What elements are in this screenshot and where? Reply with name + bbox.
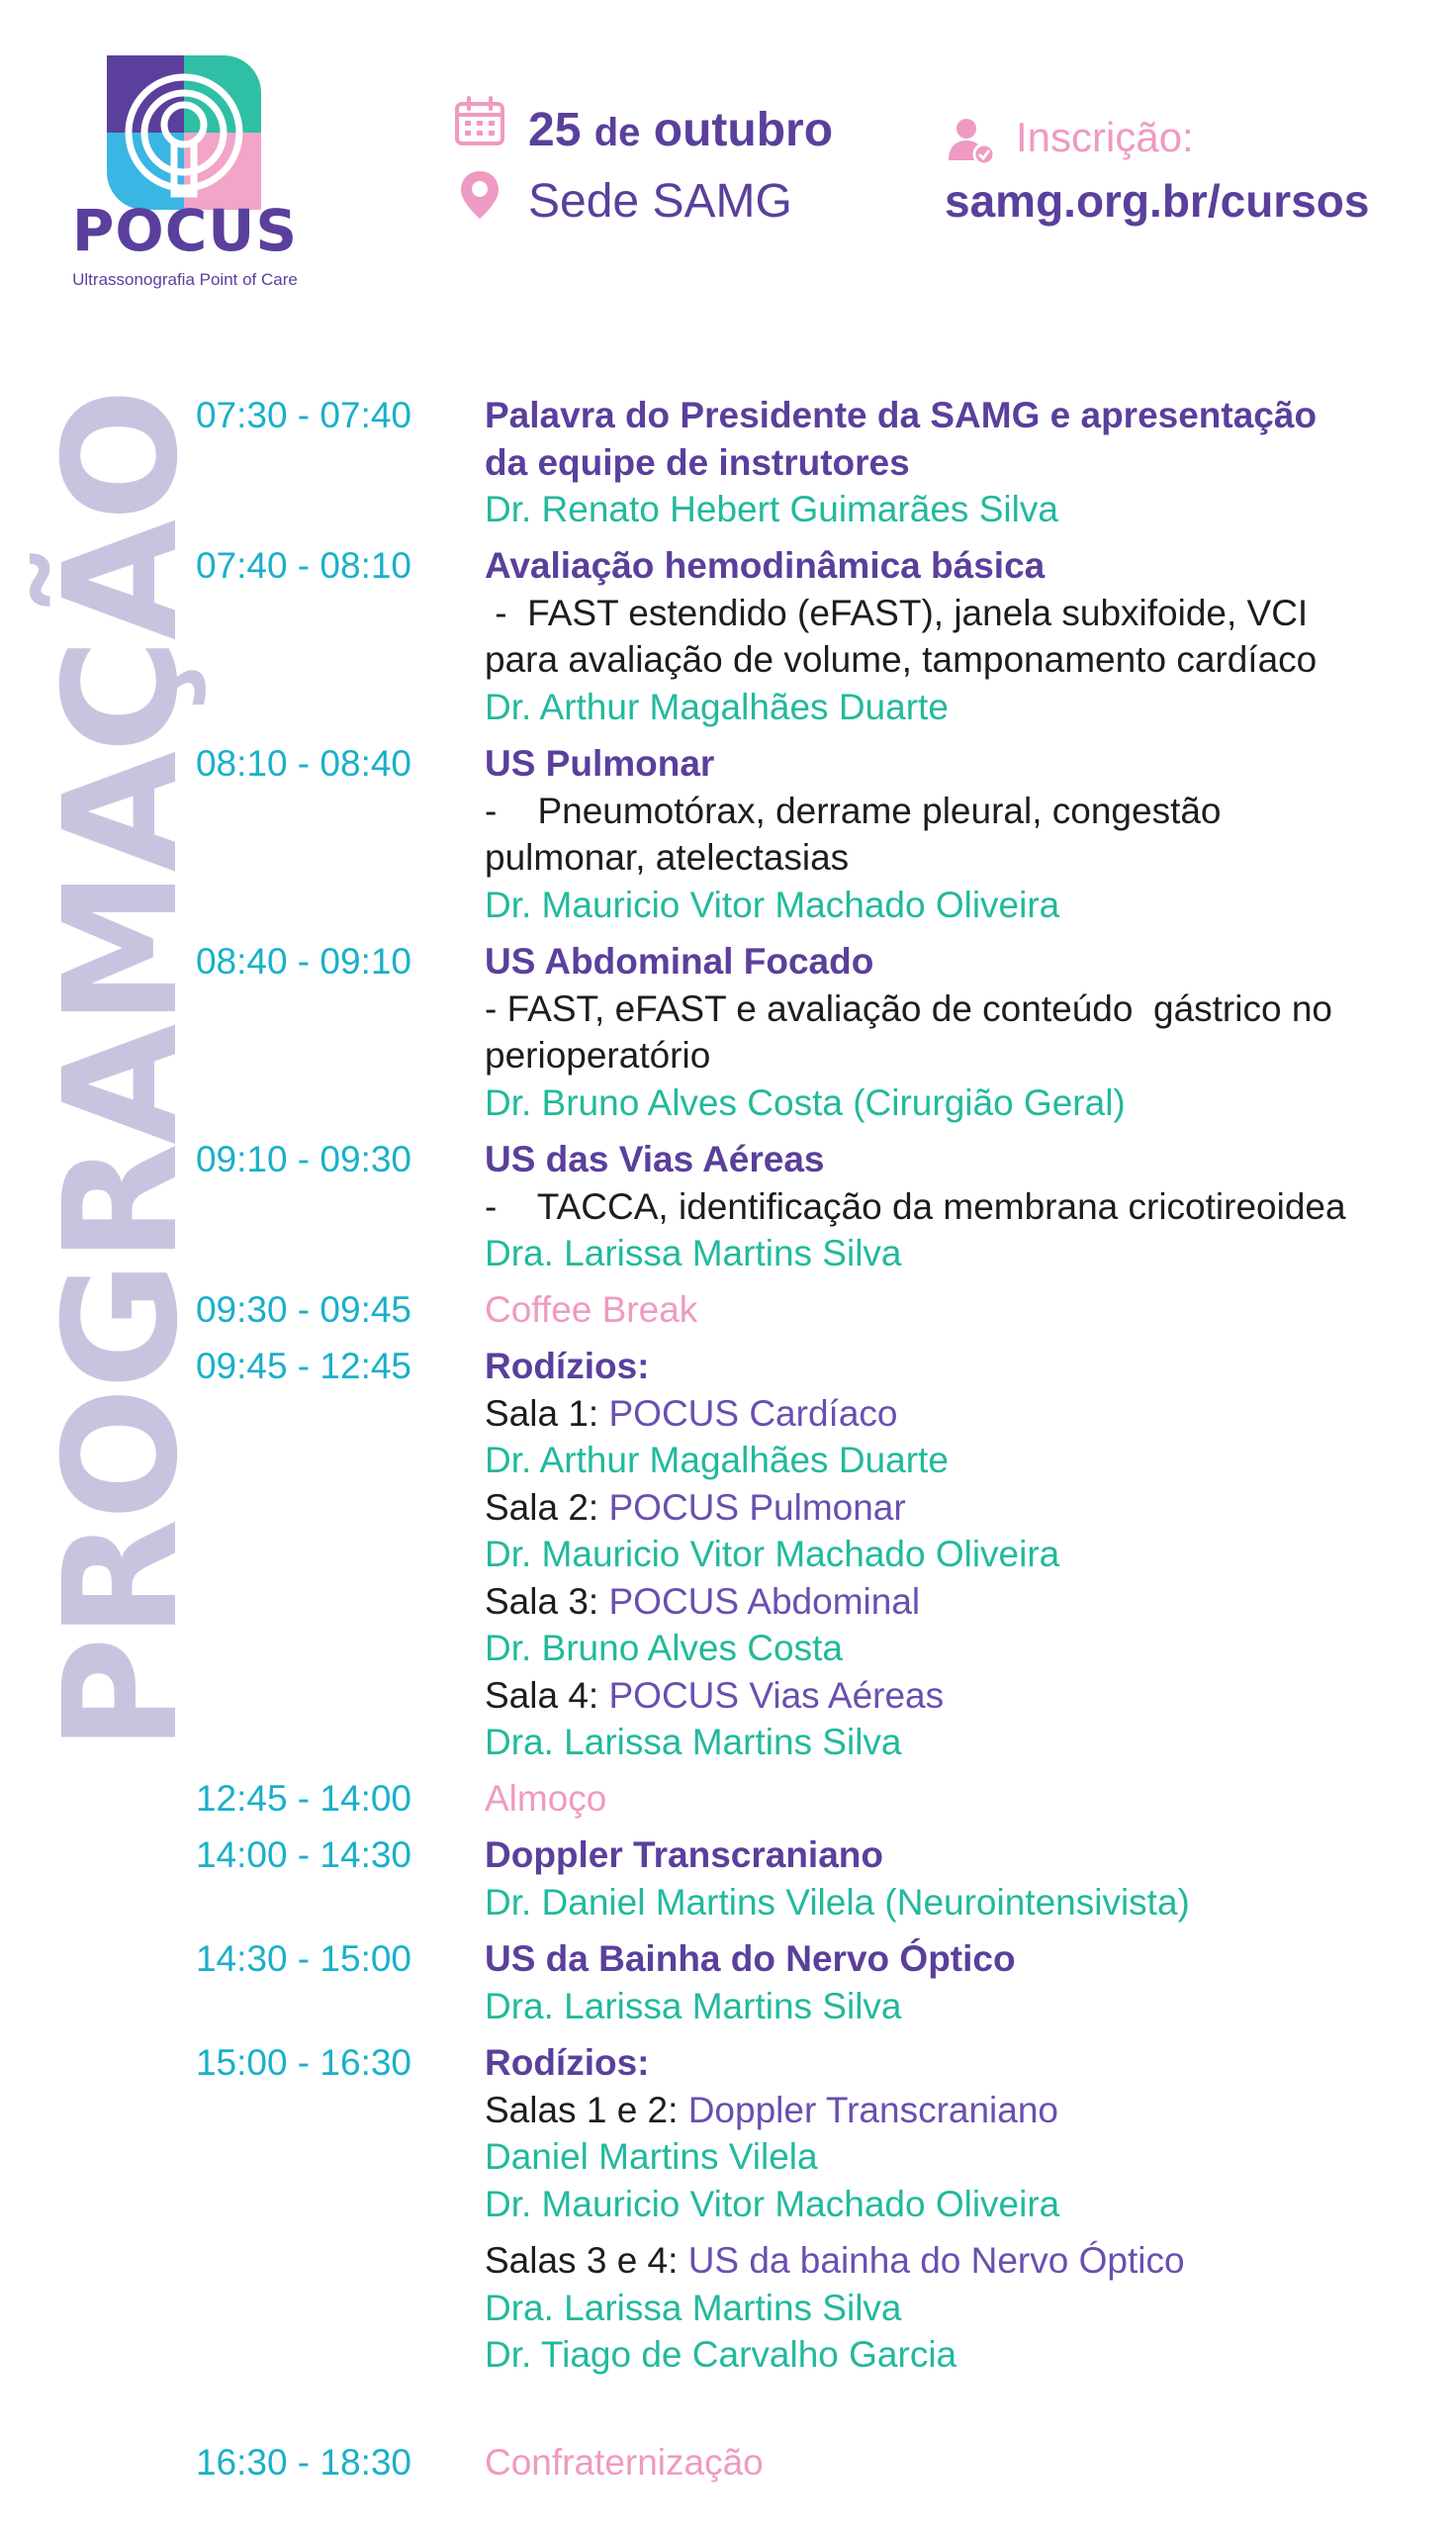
session-title: US Pulmonar [485, 743, 715, 784]
speaker-name: Dr. Mauricio Vitor Machado Oliveira [485, 2183, 1060, 2224]
session-description-cont: para avaliação de volume, tamponamento cardíaco [485, 639, 1318, 680]
date-de: de [593, 111, 641, 154]
session-title: Doppler Transcraniano [485, 1834, 883, 1875]
pocus-logo-mark-icon [107, 55, 261, 210]
room-line: Sala 3: POCUS Abdominal [485, 1580, 921, 1622]
logo-wordmark: POCUS [71, 197, 299, 264]
registration-label: Inscrição: [1016, 114, 1194, 160]
time-slot: 14:00 - 14:30 [195, 1834, 411, 1875]
time-slot: 09:10 - 09:30 [195, 1139, 411, 1179]
room-line: Salas 3 e 4: US da bainha do Nervo Óptico [485, 2240, 1185, 2281]
session-description: - Pneumotórax, derrame pleural, congestão [485, 790, 1222, 831]
calendar-icon [453, 95, 506, 148]
event-venue: Sede SAMG [528, 175, 792, 228]
speaker-name: Dra. Larissa Martins Silva [485, 1722, 902, 1762]
session-title: Avaliação hemodinâmica básica [485, 545, 1046, 586]
time-slot: 15:00 - 16:30 [195, 2042, 411, 2083]
speaker-name: Dr. Mauricio Vitor Machado Oliveira [485, 884, 1060, 925]
session-description-cont: perioperatório [485, 1035, 711, 1076]
session-description: - FAST, eFAST e avaliação de conteúdo gástrico no [485, 987, 1332, 1029]
speaker-name: Dra. Larissa Martins Silva [485, 1233, 902, 1273]
time-slot: 08:10 - 08:40 [195, 743, 411, 784]
time-slot: 16:30 - 18:30 [195, 2442, 411, 2483]
date-month: outubro [653, 104, 834, 156]
session-title: US da Bainha do Nervo Óptico [485, 1938, 1016, 1979]
session-description: - TACCA, identificação da membrana cricotireoidea [485, 1185, 1346, 1227]
time-slot: 12:45 - 14:00 [195, 1778, 411, 1819]
break-title: Coffee Break [485, 1289, 698, 1330]
date-day: 25 [528, 104, 582, 156]
user-check-icon [945, 115, 998, 168]
speaker-name: Dr. Bruno Alves Costa (Cirurgião Geral) [485, 1081, 1126, 1123]
break-title: Confraternização [485, 2442, 764, 2483]
time-slot: 09:30 - 09:45 [195, 1289, 411, 1330]
pocus-logo [61, 51, 309, 299]
room-line: Sala 2: POCUS Pulmonar [485, 1486, 906, 1528]
time-slot: 07:40 - 08:10 [195, 545, 411, 586]
registration-url[interactable]: samg.org.br/cursos [945, 175, 1370, 227]
speaker-name: Dr. Mauricio Vitor Machado Oliveira [485, 1534, 1060, 1574]
session-description-cont: pulmonar, atelectasias [485, 837, 850, 878]
session-title-cont: da equipe de instrutores [485, 441, 910, 483]
location-pin-icon [453, 168, 506, 222]
room-line: Salas 1 e 2: Doppler Transcraniano [485, 2089, 1059, 2130]
time-slot: 14:30 - 15:00 [195, 1938, 411, 1979]
break-title: Almoço [485, 1778, 607, 1819]
speaker-name: Dr. Daniel Martins Vilela (Neurointensivista) [485, 1881, 1190, 1923]
room-line: Sala 1: POCUS Cardíaco [485, 1392, 898, 1434]
speaker-name: Daniel Martins Vilela [485, 2136, 818, 2177]
session-title: US Abdominal Focado [485, 941, 874, 982]
event-date [528, 104, 834, 156]
logo-subtitle: Ultrassonografia Point of Care [72, 270, 298, 289]
session-title: US das Vias Aéreas [485, 1139, 825, 1179]
speaker-name: Dra. Larissa Martins Silva [485, 2287, 902, 2328]
speaker-name: Dr. Renato Hebert Guimarães Silva [485, 489, 1058, 529]
speaker-name: Dr. Bruno Alves Costa [485, 1628, 843, 1668]
speaker-name: Dr. Arthur Magalhães Duarte [485, 686, 949, 727]
time-slot: 09:45 - 12:45 [195, 1346, 411, 1386]
time-slot: 07:30 - 07:40 [195, 395, 411, 435]
session-title: Rodízios: [485, 1346, 650, 1386]
section-title: PROGRAMAÇÃO [31, 390, 213, 1751]
session-description: - FAST estendido (eFAST), janela subxifoide, VCI [485, 592, 1309, 633]
session-title: Rodízios: [485, 2042, 650, 2083]
speaker-name: Dra. Larissa Martins Silva [485, 1985, 902, 2026]
speaker-name: Dr. Arthur Magalhães Duarte [485, 1440, 949, 1480]
session-title: Palavra do Presidente da SAMG e apresentação [485, 395, 1318, 435]
speaker-name: Dr. Tiago de Carvalho Garcia [485, 2334, 957, 2375]
room-line: Sala 4: POCUS Vias Aéreas [485, 1674, 945, 1716]
time-slot: 08:40 - 09:10 [195, 941, 411, 982]
